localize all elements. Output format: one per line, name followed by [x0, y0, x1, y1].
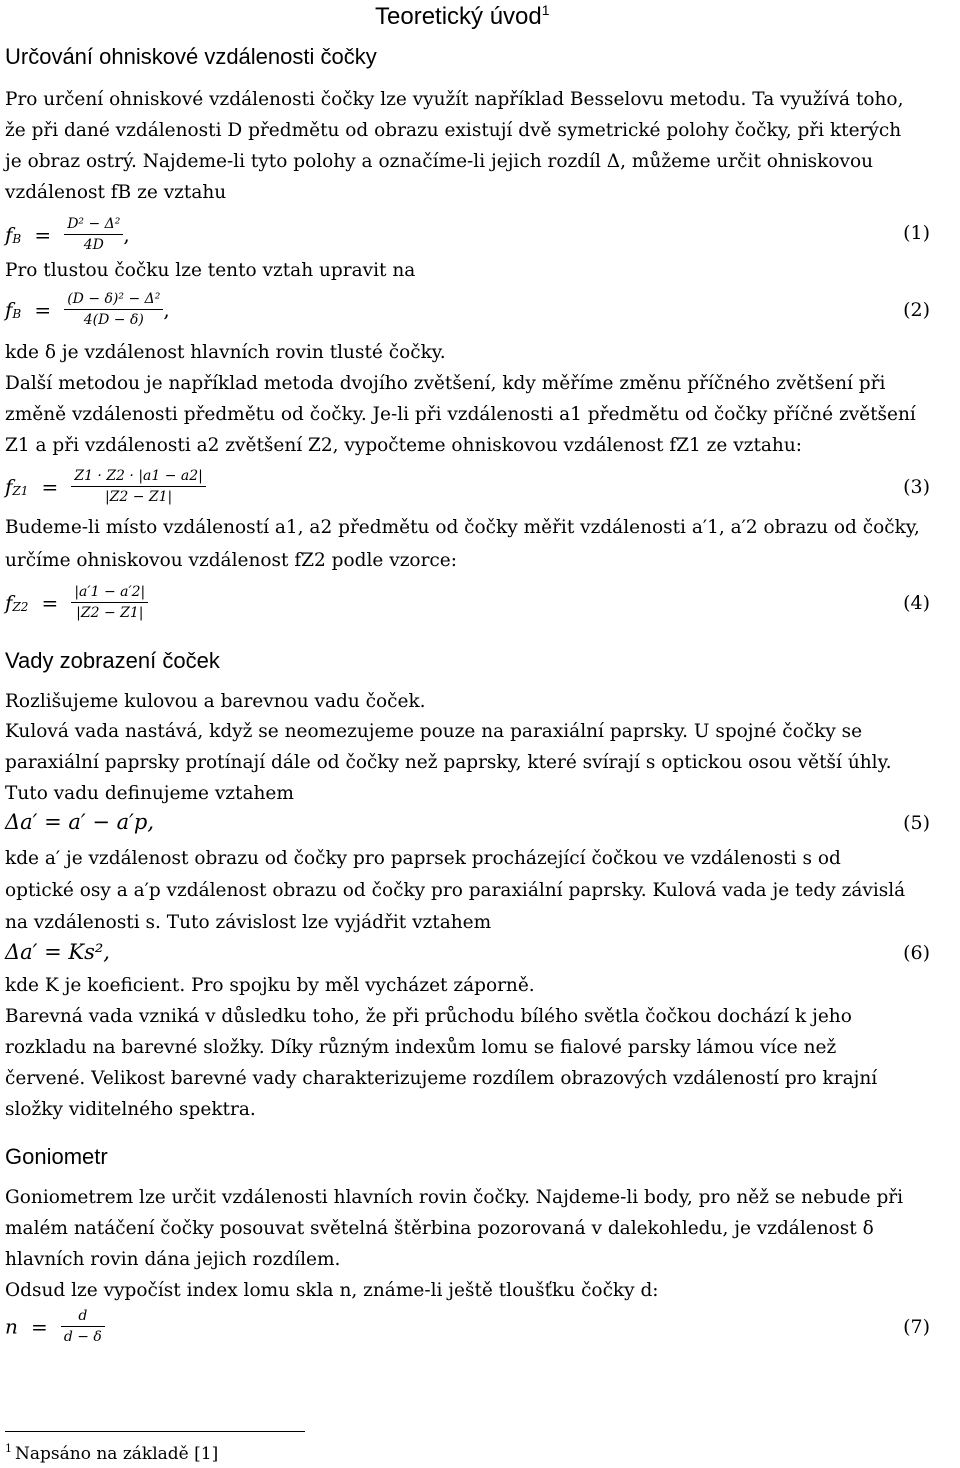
eq2-tail: ,: [163, 297, 170, 322]
eq3-lhs-sub: Z1: [12, 484, 29, 499]
eq2-fraction: [64, 289, 163, 330]
paragraph-line: vzdálenost fB ze vztahu: [5, 182, 227, 203]
footnote-separator: [5, 1431, 305, 1432]
paragraph-line: složky viditelného spektra.: [5, 1099, 256, 1120]
paragraph-line: Goniometrem lze určit vzdálenosti hlavních rovin čočky. Najdeme-li body, pro něž se nebude při: [5, 1187, 904, 1208]
eq1-denominator: 4D: [83, 237, 104, 253]
equation-3: $f_{Z1}$ = $\frac{Z1 \cdot Z2 \cdot |a1 - a2|}{|Z2 - Z1|}$ (3): [5, 468, 930, 505]
section-heading-focal-length: Určování ohniskové vzdálenosti čočky: [5, 44, 377, 69]
eq4-number: (4): [903, 592, 930, 614]
eq7-number: (7): [903, 1316, 930, 1338]
eq7-denominator: d − δ: [63, 1329, 102, 1345]
equation-2: $f_B$ = $\frac{\text{(D − δ)² − Δ²}}{4(D - \delta)}$ , (2): [5, 291, 930, 328]
eq1-lhs-sub: B: [12, 232, 22, 247]
paragraph-line: Barevná vada vzniká v důsledku toho, že při průchodu bílého světla čočkou dochází k jeho: [5, 1006, 852, 1027]
eq5-expression: Δa′ = a′ − a′p,: [5, 810, 155, 834]
eq2-numerator: (D − δ)² − Δ²: [64, 289, 163, 310]
eq4-lhs: f: [5, 590, 13, 615]
footnote-mark: 1: [5, 1442, 12, 1455]
paragraph-line: určíme ohniskovou vzdálenost fZ2 podle vzorce:: [5, 550, 457, 571]
equation-4: $f_{Z2}$ = $\frac{|a'1 - a'2|}{|Z2 - Z1|}$ (4): [5, 584, 930, 621]
main-heading-text: Teoretický úvod: [375, 3, 542, 30]
paragraph-line: změně vzdálenosti předmětu od čočky. Je-li při vzdálenosti a1 předmětu od čočky příčné zvětšení: [5, 404, 916, 425]
footnote-ref: 1: [541, 2, 550, 18]
paragraph-line: malém natáčení čočky posouvat světelná štěrbina pozorovaná v dalekohledu, je vzdálenost δ: [5, 1218, 874, 1239]
eq3-number: (3): [903, 476, 930, 498]
eq6-number: (6): [903, 942, 930, 964]
eq1-number: (1): [903, 222, 930, 244]
eq2-lhs-sub: B: [12, 307, 22, 322]
paragraph-line: hlavních rovin dána jejich rozdílem.: [5, 1249, 341, 1270]
eq6-expression: Δa′ = Ks²,: [5, 940, 110, 964]
paragraph-line: že při dané vzdálenosti D předmětu od obrazu existují dvě symetrické polohy čočky, při kterých: [5, 120, 902, 141]
paragraph-line: kde a′ je vzdálenost obrazu od čočky pro paprsek procházející čočkou ve vzdálenosti s od: [5, 848, 841, 869]
paragraph-line: je obraz ostrý. Najdeme-li tyto polohy a označíme-li jejich rozdíl Δ, můžeme určit ohniskovou: [5, 151, 874, 172]
eq1-tail: ,: [123, 222, 130, 247]
eq7-lhs: n: [5, 1314, 18, 1339]
equation-6: [5, 938, 930, 974]
section-heading-goniometer: Goniometr: [5, 1144, 108, 1169]
paragraph-line: kde δ je vzdálenost hlavních rovin tlusté čočky.: [5, 342, 446, 363]
paragraph-line: rozkladu na barevné složky. Díky různým indexům lomu se fialové parsky lámou více než: [5, 1037, 837, 1058]
paragraph-line: Z1 a při vzdálenosti a2 zvětšení Z2, vypočteme ohniskovou vzdálenost fZ1 ze vztahu:: [5, 435, 802, 456]
eq3-lhs: f: [5, 474, 13, 499]
equation-7: n = $\frac{d}{d - \delta}$ (7): [5, 1308, 930, 1345]
eq5-number: (5): [903, 812, 930, 834]
paragraph-line: paraxiální paprsky protínají dále od čočky než paprsky, které svírají s optickou osou větší úhly.: [5, 752, 892, 773]
eq1-lhs: f: [5, 222, 13, 247]
eq3-fraction: [71, 466, 206, 507]
eq4-denominator: |Z2 − Z1|: [76, 605, 144, 621]
equation-1: $f_B$ = $\frac{\text{D² − Δ²}}{4D}$ , (1): [5, 216, 930, 253]
paragraph-line: Odsud lze vypočíst index lomu skla n, známe-li ještě tloušťku čočky d:: [5, 1280, 659, 1301]
paragraph-line: Rozlišujeme kulovou a barevnou vadu čoček.: [5, 691, 426, 712]
paragraph-line: Kulová vada nastává, když se neomezujeme pouze na paraxiální paprsky. U spojné čočky se: [5, 721, 863, 742]
eq3-numerator: Z1 · Z2 · |a1 − a2|: [71, 466, 206, 487]
eq4-lhs-sub: Z2: [12, 600, 29, 615]
equation-5: [5, 808, 930, 844]
section-heading-lens-defects: Vady zobrazení čoček: [5, 648, 220, 673]
eq7-fraction: [61, 1306, 105, 1347]
paragraph-line: červené. Velikost barevné vady charakterizujeme rozdílem obrazových vzdáleností pro krajní: [5, 1068, 878, 1089]
paragraph-line: na vzdálenosti s. Tuto závislost lze vyjádřit vztahem: [5, 912, 492, 933]
footnote-text: Napsáno na základě [1]: [15, 1443, 219, 1464]
footnote: [5, 1442, 218, 1464]
eq2-denominator: 4(D − δ): [83, 312, 144, 328]
main-heading: [375, 2, 550, 31]
paragraph-line: Pro tlustou čočku lze tento vztah upravit na: [5, 260, 416, 281]
paragraph-line: optické osy a a′p vzdálenost obrazu od čočky pro paraxiální paprsky. Kulová vada je tedy závislá: [5, 880, 906, 901]
paragraph-line: kde K je koeficient. Pro spojku by měl vycházet záporně.: [5, 975, 535, 996]
paragraph-line: Tuto vadu definujeme vztahem: [5, 783, 294, 804]
paragraph-line: Pro určení ohniskové vzdálenosti čočky lze využít například Besselovu metodu. Ta využívá toho,: [5, 89, 904, 110]
paragraph-line: Další metodou je například metoda dvojího zvětšení, kdy měříme změnu příčného zvětšení při: [5, 373, 886, 394]
eq2-lhs: f: [5, 297, 13, 322]
eq1-fraction: [64, 214, 123, 255]
eq2-number: (2): [903, 299, 930, 321]
eq1-numerator: D² − Δ²: [64, 214, 123, 235]
eq4-numerator: |a′1 − a′2|: [71, 582, 148, 603]
eq4-fraction: [71, 582, 148, 623]
eq7-numerator: d: [61, 1306, 105, 1327]
eq3-denominator: |Z2 − Z1|: [104, 489, 173, 505]
paragraph-line: Budeme-li místo vzdáleností a1, a2 předmětu od čočky měřit vzdálenosti a′1, a′2 obrazu od čočky,: [5, 517, 920, 538]
